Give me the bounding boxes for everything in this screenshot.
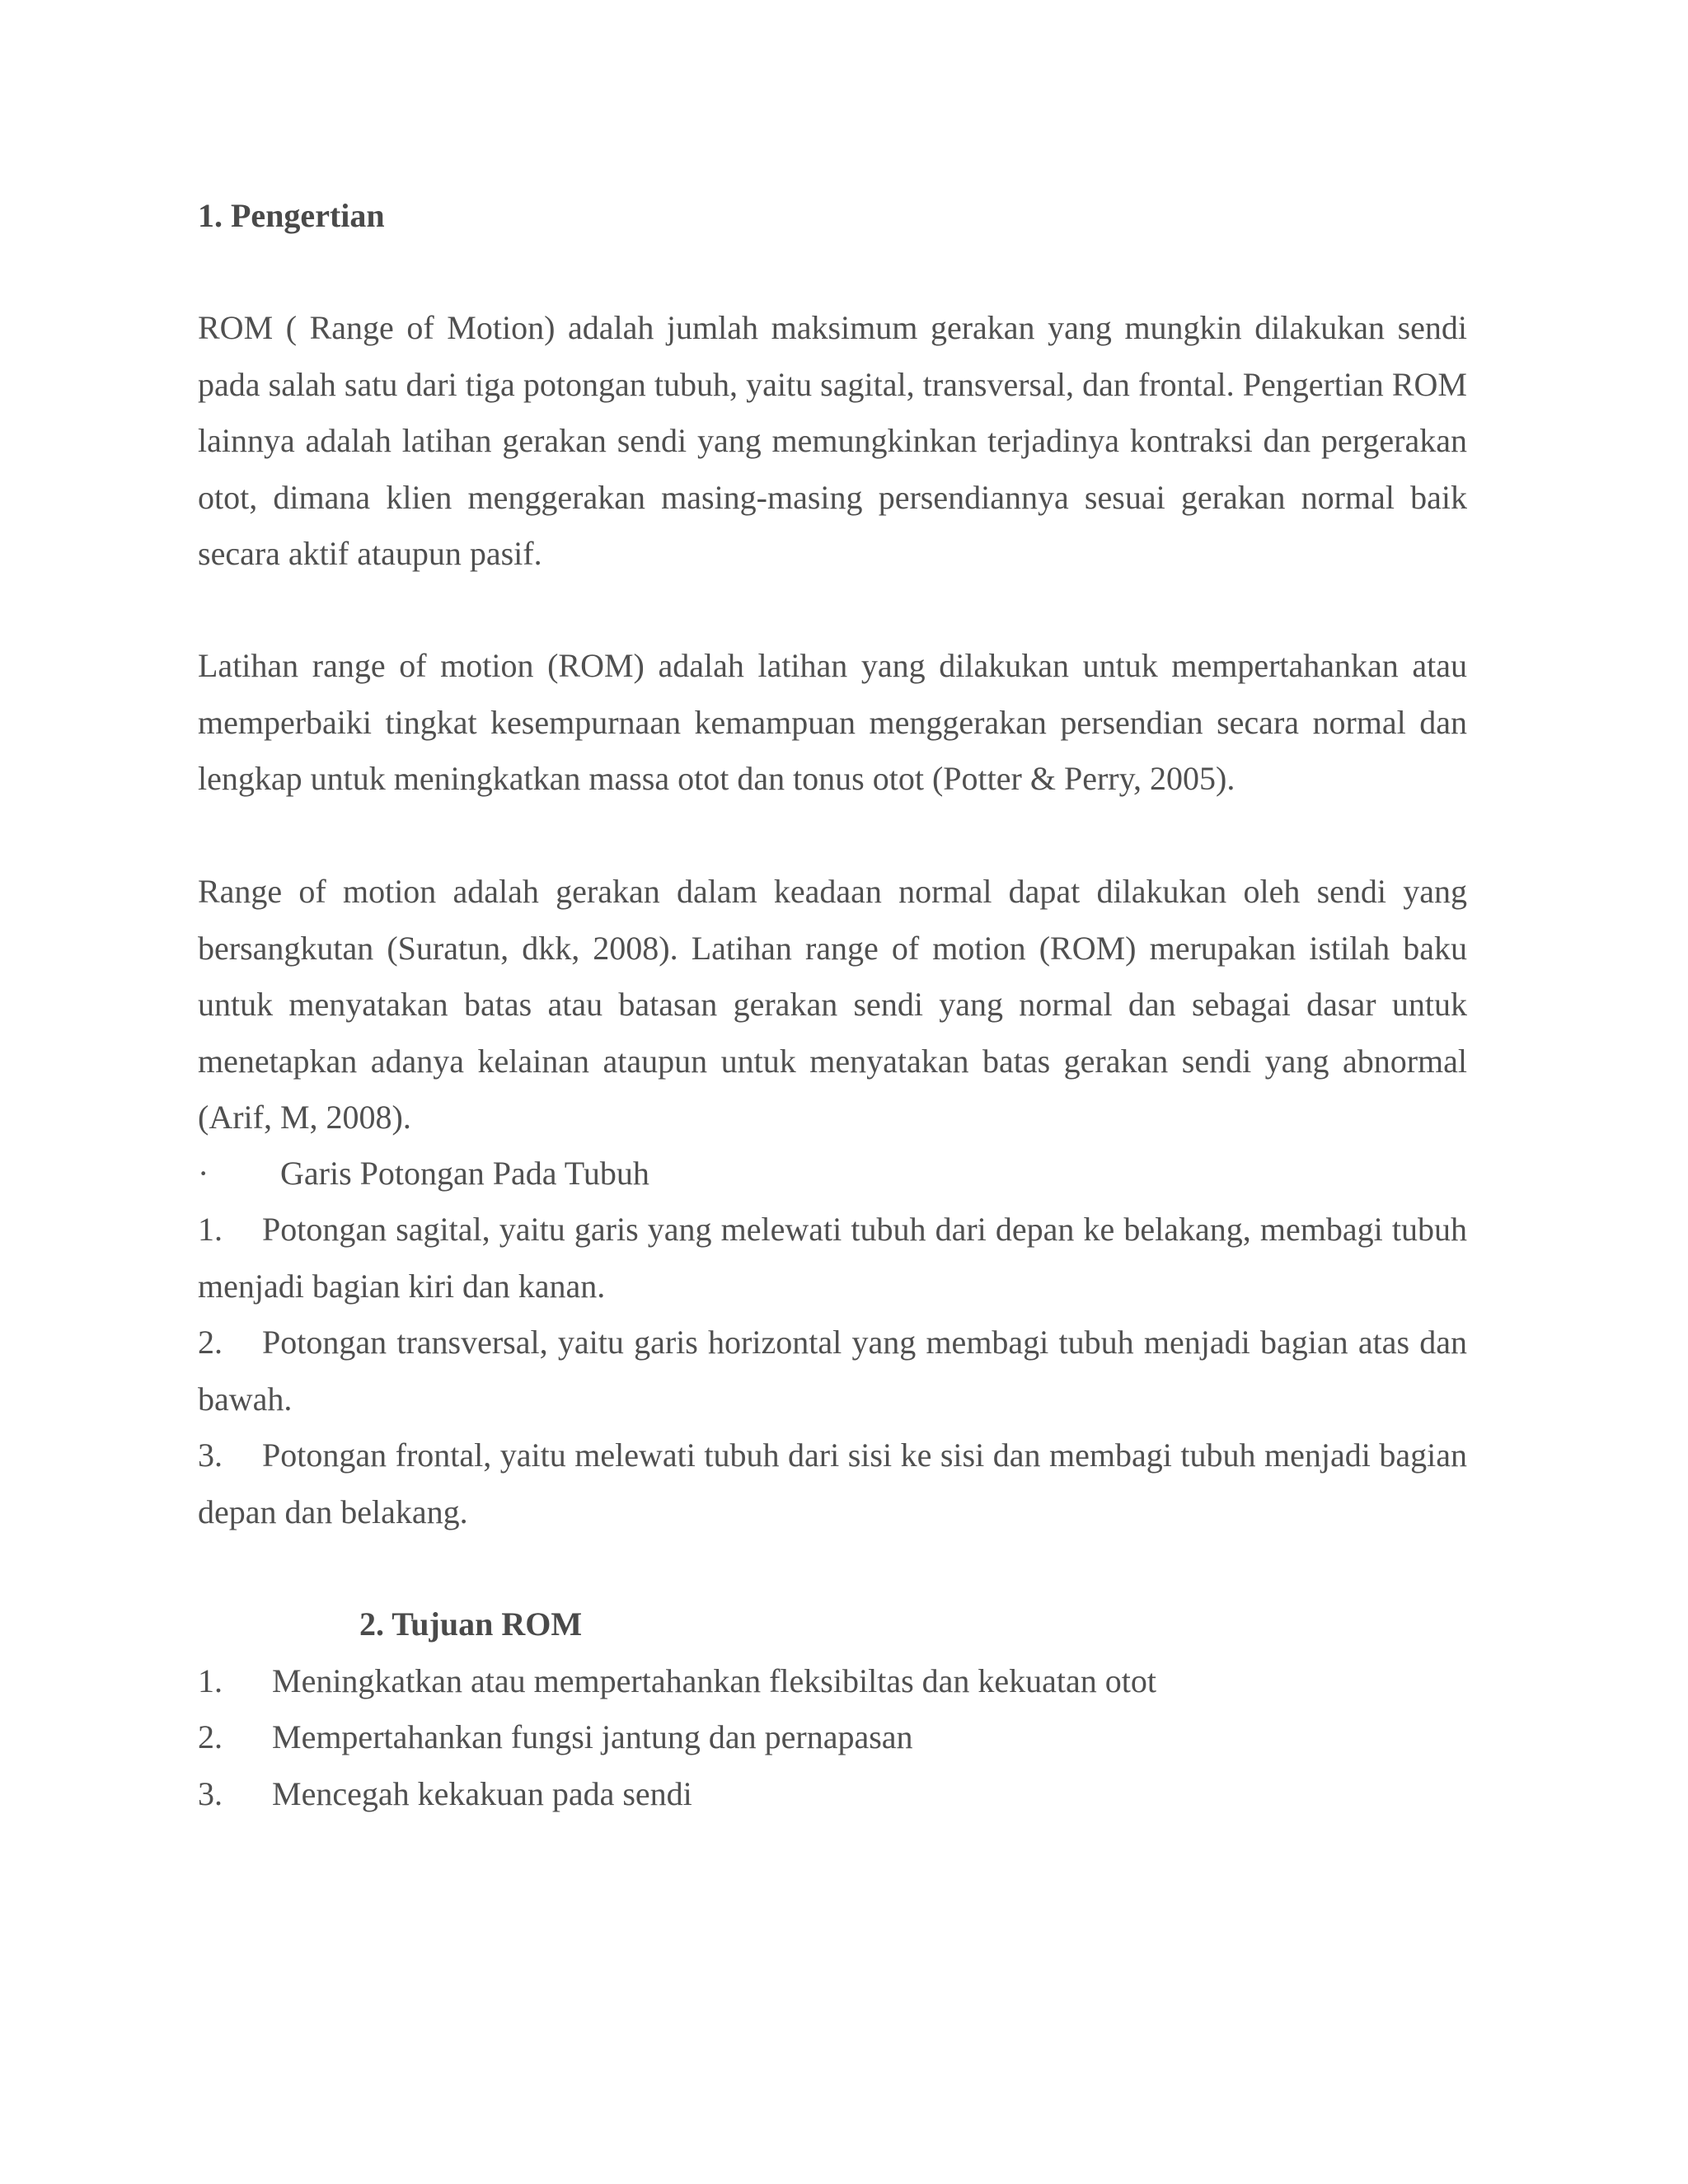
goal-number: 1. (198, 1662, 223, 1699)
bullet-text: Garis Potongan Pada Tubuh (280, 1155, 649, 1192)
cut-line-number: 1. (198, 1211, 223, 1248)
bullet-item (198, 1146, 649, 1202)
paragraph-1: ROM ( Range of Motion) adalah jumlah maksimum gerakan yang mungkin dilakukan sendi pada salah satu dari tiga potongan tubuh, yaitu sagital, transversal, dan frontal. Pengertian ROM lainnya adalah latihan gerakan sendi yang memungkinkan terjadinya kontraksi dan pergerakan otot, dimana klien menggerakan masing-masing persendiannya sesuai gerakan normal baik secara aktif ataupun pasif. (198, 309, 1467, 572)
cut-line-item-3 (198, 1427, 1467, 1540)
goal-number: 2. (198, 1718, 223, 1755)
section-1-heading: 1. Pengertian (198, 197, 385, 234)
paragraph-2: Latihan range of motion (ROM) adalah latihan yang dilakukan untuk mempertahankan atau memperbaiki tingkat kesempurnaan kemampuan menggerakan persendian secara normal dan lengkap untuk meningkatkan massa otot dan tonus otot (Potter & Perry, 2005). (198, 647, 1467, 797)
goal-item-1 (198, 1653, 1156, 1710)
cut-line-item-2 (198, 1315, 1467, 1427)
cut-line-text: Potongan transversal, yaitu garis horizontal yang membagi tubuh menjadi bagian atas dan bawah. (198, 1324, 1467, 1418)
section-2-heading: 2. Tujuan ROM (359, 1605, 583, 1643)
cut-line-text: Potongan sagital, yaitu garis yang melewati tubuh dari depan ke belakang, membagi tubuh menjadi bagian kiri dan kanan. (198, 1211, 1467, 1305)
goal-item-2 (198, 1709, 913, 1766)
goal-text: Mempertahankan fungsi jantung dan pernapasan (272, 1718, 913, 1755)
goal-number: 3. (198, 1775, 223, 1812)
goal-item-3 (198, 1766, 692, 1823)
paragraph-3: Range of motion adalah gerakan dalam keadaan normal dapat dilakukan oleh sendi yang bersangkutan (Suratun, dkk, 2008). Latihan range of motion (ROM) merupakan istilah baku untuk menyatakan batas atau batasan gerakan sendi yang normal dan sebagai dasar untuk menetapkan adanya kelainan ataupun untuk menyatakan batas gerakan sendi yang abnormal (Arif, M, 2008). (198, 873, 1467, 1136)
bullet-marker: · (198, 1155, 209, 1192)
goal-text: Mencegah kekakuan pada sendi (272, 1775, 692, 1812)
cut-line-text: Potongan frontal, yaitu melewati tubuh dari sisi ke sisi dan membagi tubuh menjadi bagian depan dan belakang. (198, 1436, 1467, 1530)
cut-line-number: 3. (198, 1436, 223, 1474)
cut-line-item-1 (198, 1202, 1467, 1315)
cut-line-number: 2. (198, 1324, 223, 1361)
goal-text: Meningkatkan atau mempertahankan fleksibiltas dan kekuatan otot (272, 1662, 1156, 1699)
